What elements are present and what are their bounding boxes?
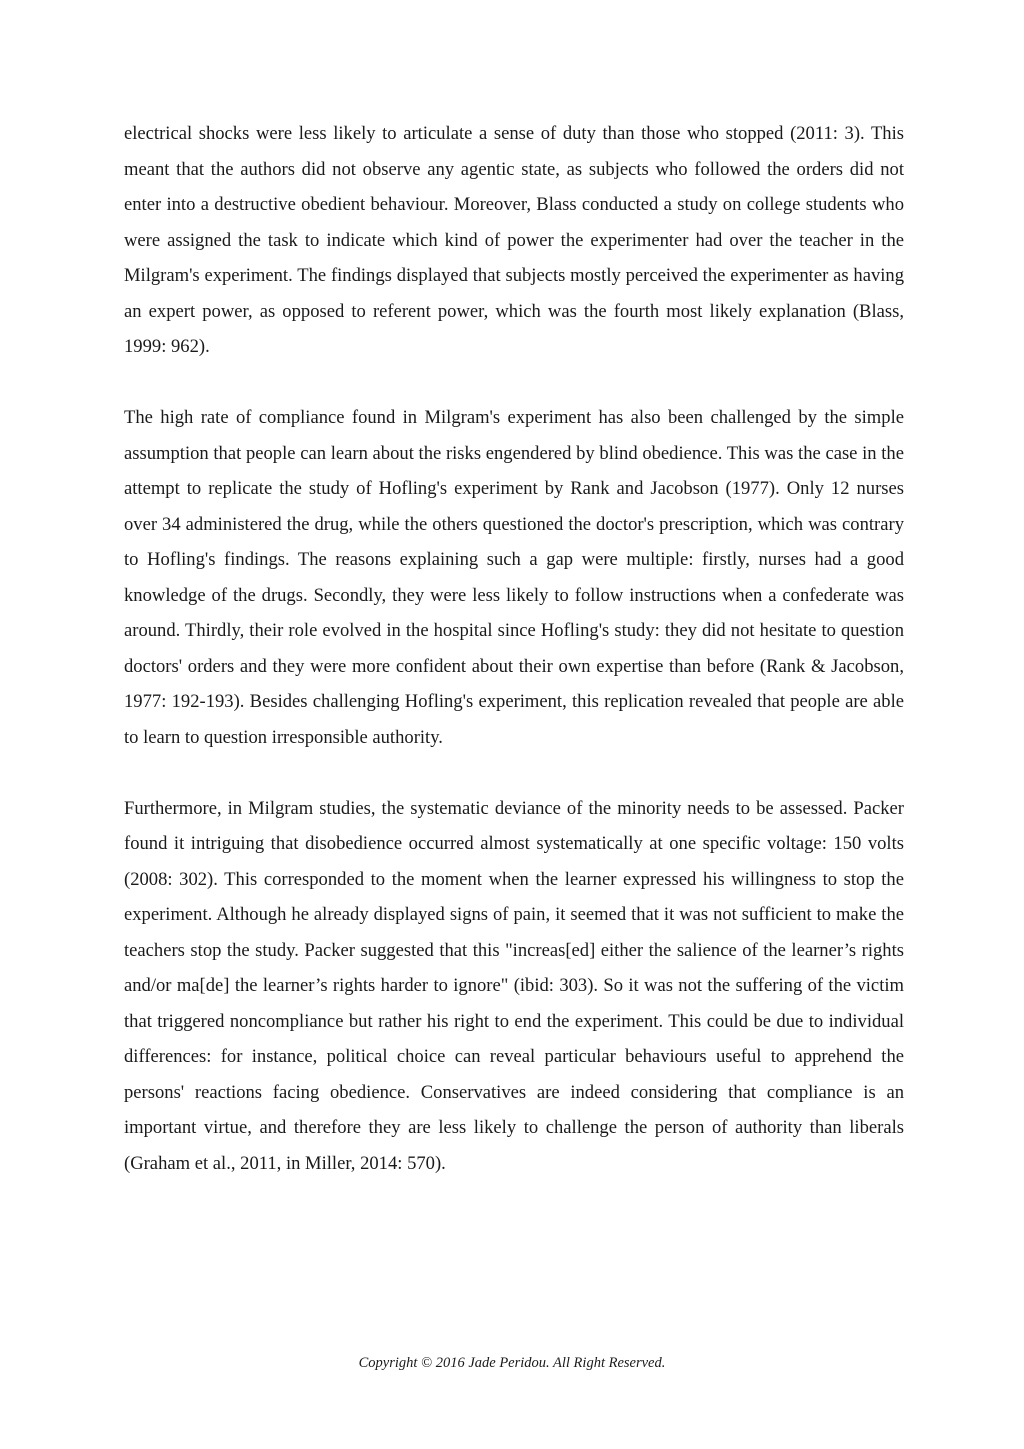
paragraph-2: The high rate of compliance found in Milgram's experiment has also been challenged by the simple assumption that people can learn about the risks engendered by blind obedience. This was the case in the attempt to replicate the study of Hofling's experiment by Rank and Jacobson (1977). Only 12 nurses over 34 administered the drug, while the others questioned the doctor's prescription, which was contrary to Hofling's findings. The reasons explaining such a gap were multiple: firstly, nurses had a good knowledge of the drugs. Secondly, they were less likely to follow instructions when a confederate was around. Thirdly, their role evolved in the hospital since Hofling's study: they did not hesitate to question doctors' orders and they were more confident about their own expertise than before (Rank & Jacobson, 1977: 192-193). Besides challenging Hofling's experiment, this replication revealed that people are able to learn to question irresponsible authority. [124, 407, 904, 748]
document-body [124, 116, 904, 1217]
paragraph-1: electrical shocks were less likely to articulate a sense of duty than those who stopped (2011: 3). This meant that the authors did not observe any agentic state, as subjects who followed the orders did not enter into a destructive obedient behaviour. Moreover, Blass conducted a study on college students who were assigned the task to indicate which kind of power the experimenter had over the teacher in the Milgram's experiment. The findings displayed that subjects mostly perceived the experimenter as having an expert power, as opposed to referent power, which was the fourth most likely explanation (Blass, 1999: 962). [124, 123, 904, 357]
copyright-footer: Copyright © 2016 Jade Peridou. All Right Reserved. [358, 1355, 666, 1371]
paragraph-3: Furthermore, in Milgram studies, the systematic deviance of the minority needs to be assessed. Packer found it intriguing that disobedience occurred almost systematically at one specific voltage: 150 volts (2008: 302). This corresponded to the moment when the learner expressed his willingness to stop the experiment. Although he already displayed signs of pain, it seemed that it was not sufficient to make the teachers stop the study. Packer suggested that this "increas[ed] either the salience of the learner’s rights and/or ma[de] the learner’s rights harder to ignore" (ibid: 303). So it was not the suffering of the victim that triggered noncompliance but rather his right to end the experiment. This could be due to individual differences: for instance, political choice can reveal particular behaviours useful to apprehend the persons' reactions facing obedience. Conservatives are indeed considering that compliance is an important virtue, and therefore they are less likely to challenge the person of authority than liberals (Graham et al., 2011, in Miller, 2014: 570). [124, 797, 904, 1174]
